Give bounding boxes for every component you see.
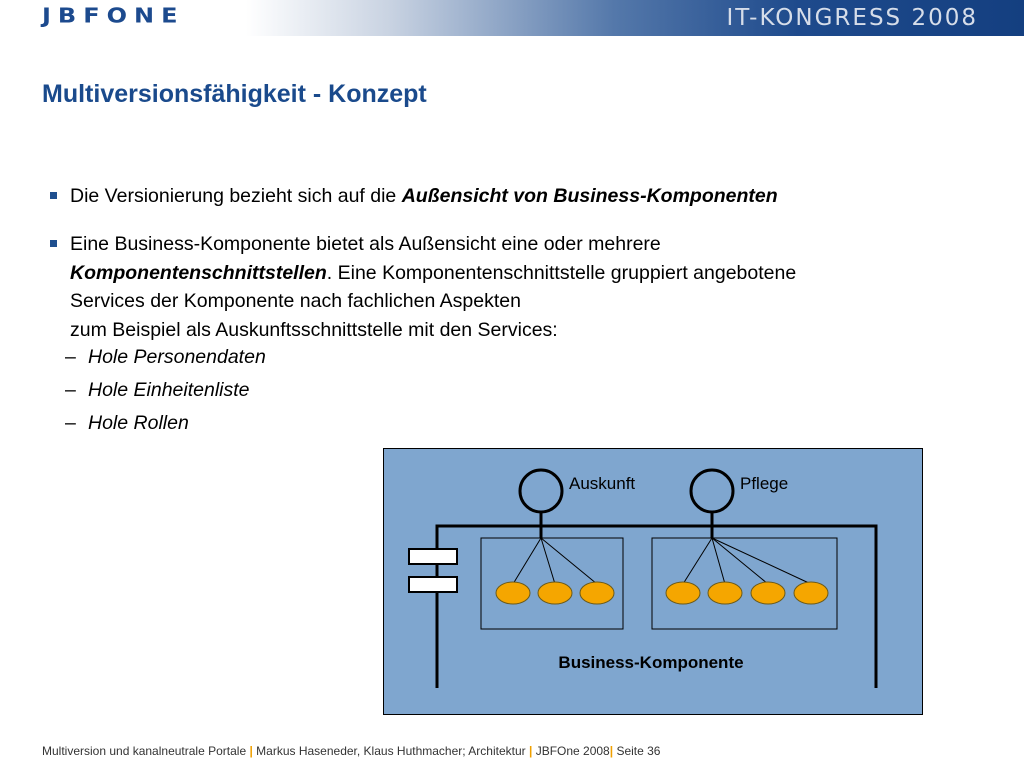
bullet-text: Die Versionierung bezieht sich auf die (70, 185, 402, 207)
bullet-versioning (70, 182, 950, 211)
interface-pflege-label: Pflege (740, 474, 789, 493)
footer (42, 744, 660, 758)
component-port-top (409, 549, 457, 564)
interface-auskunft-symbol (520, 470, 562, 512)
footer-page: Seite 36 (616, 744, 661, 758)
service-node (496, 582, 530, 604)
bullet-line: Services der Komponente nach fachlichen Aspekten (70, 290, 521, 312)
bullet-emphasis: Komponentenschnittstellen (70, 261, 327, 284)
header-bar (0, 0, 1024, 36)
service-node (794, 582, 828, 604)
interface-pflege-symbol (691, 470, 733, 512)
service-node (580, 582, 614, 604)
component-diagram (383, 448, 923, 715)
jbfone-logo: JBFONE (42, 4, 185, 28)
component-label: Business-Komponente (558, 653, 744, 672)
slide-title: Multiversionsfähigkeit - Konzept (42, 80, 427, 108)
footer-event: JBFOne 2008 (535, 744, 610, 758)
footer-separator: | (528, 744, 533, 758)
service-item: – Hole Einheitenliste (88, 379, 250, 402)
component-port-bottom (409, 577, 457, 592)
service-item: – Hole Personendaten (88, 346, 266, 369)
interface-auskunft-label: Auskunft (569, 474, 636, 493)
bullet-component-interfaces (70, 230, 950, 344)
service-node (708, 582, 742, 604)
footer-separator: | (249, 744, 253, 758)
bullet-line: zum Beispiel als Auskunftsschnittstelle mit den Services: (70, 318, 558, 341)
service-node (666, 582, 700, 604)
congress-title: IT-KONGRESS 2008 (726, 5, 978, 31)
footer-separator: | (609, 744, 614, 758)
service-item: – Hole Rollen (88, 412, 189, 435)
service-node (751, 582, 785, 604)
footer-authors: Markus Haseneder, Klaus Huthmacher; Architektur (256, 744, 526, 758)
bullet-emphasis: Außensicht von Business-Komponenten (401, 185, 778, 207)
bullet-line: . Eine Komponentenschnittstelle gruppiert angebotene (326, 261, 797, 284)
service-node (538, 582, 572, 604)
footer-presentation: Multiversion und kanalneutrale Portale (42, 744, 247, 758)
bullet-line: Eine Business-Komponente bietet als Außensicht eine oder mehrere (70, 233, 661, 255)
